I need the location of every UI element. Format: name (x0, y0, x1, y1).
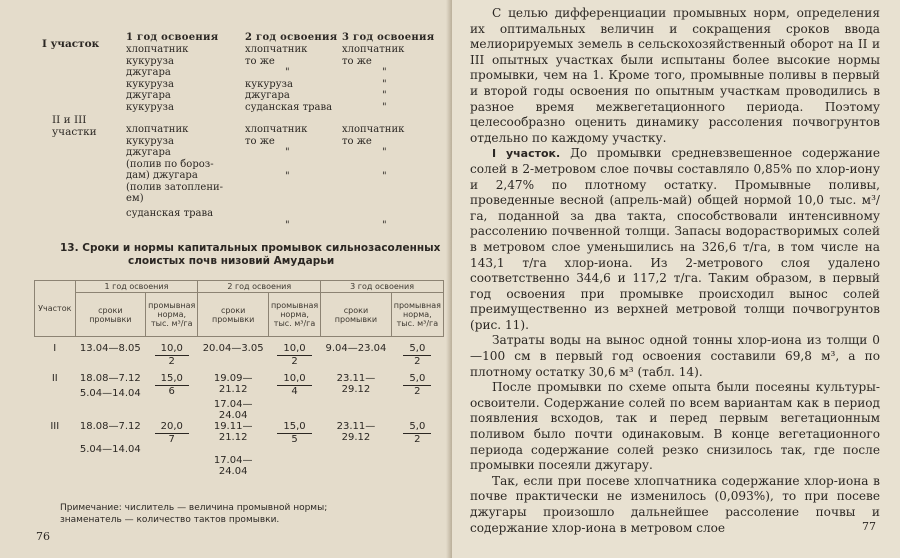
cell-dates: 19.11—21.12 17.04—24.04 (213, 420, 253, 477)
paragraph: Так, если при посеве хлопчатника содержание хлор-иона в почве практически не изменилось (0,093%), то при посеве джугары произошло дальнейшее рассоление почвы и содержание хлор-иона в метровом слое (470, 473, 880, 535)
cell-norm: $\frac{5,0}{2}$ (403, 421, 431, 446)
crop-item: то же (342, 55, 372, 67)
page-number-left: 76 (36, 530, 50, 543)
col-header-year3: 3 год освоения (342, 32, 435, 43)
th-norm: промывная норма, тыс. м³/га (146, 293, 198, 337)
crop-item: кукуруза (126, 55, 174, 67)
crop-item: " (285, 170, 290, 182)
cell-dates: 9.04—23.04 (325, 343, 387, 354)
crop-item: джугара (126, 90, 171, 101)
cell-norm: $\frac{5,0}{2}$ (403, 373, 431, 398)
section2-year2-list (245, 124, 307, 232)
crop-item: " (285, 67, 290, 78)
crop-item: (полив затоплени- (126, 181, 224, 193)
th-dates: сроки промывки (321, 293, 392, 337)
right-page (452, 0, 900, 558)
cell-norm: $\frac{20,0}{7}$ (155, 421, 189, 446)
cell-plot: III (50, 420, 60, 432)
paragraph: Затраты воды на вынос одной тонны хлор-иона из толщи 0—100 см в первый год освоения составили 69,8 м³, а по плотному остатку 30,6 м³ (табл. 14). (470, 333, 880, 379)
crop-item: дам) джугара (126, 170, 198, 181)
crop-item: " (382, 147, 387, 158)
crop-item: кукуруза (126, 135, 174, 147)
plot-heading: I участок. (492, 147, 561, 161)
crop-item: кукуруза (126, 78, 174, 90)
paragraph: С целью дифференциации промывных норм, определения их оптимальных величин и сокращения сроков ввода мелиорируемых земель в сельскохозяйственный оборот на II и III опытных участках были испытаны более высокие нормы промывки, чем на 1. Кроме того, промывные поливы в первый и второй годы освоения по опытным участкам проводились в разное время межвегетационного периода. Поэтому целесообразно оценить динамику рассоления почвогрунтов отдельно по каждому участку. (470, 6, 880, 145)
section2-label: II и III участки (52, 114, 97, 138)
paragraph: После промывки по схеме опыта были посеяны культуры-освоители. Содержание солей по всем вариантам как в период появления всходов, так и перед первым вегетационным поливом было почти одинаковым. В конце вегетационного периода содержание солей резко снизилось так, где после промывки посеяли джугару. (470, 380, 880, 473)
crop-item: хлопчатник (126, 44, 189, 55)
crop-item: джугара (245, 90, 290, 101)
col-header-year2: 2 год освоения (245, 32, 338, 43)
th-year1: 1 год освоения (75, 281, 198, 293)
cell-dates: 23.11—29.12 (336, 372, 376, 395)
crop-item: то же (245, 55, 275, 67)
section1-year3-list (342, 44, 404, 113)
th-year3: 3 год освоения (321, 281, 444, 293)
crop-item: хлопчатник (245, 124, 308, 135)
crop-item: " (382, 90, 387, 101)
cell-dates: 13.04—8.05 (79, 343, 141, 354)
section2-year1-list (126, 124, 223, 219)
crop-item: " (285, 220, 290, 231)
crop-item: то же (342, 135, 372, 147)
section1-year1-list (126, 44, 188, 113)
cell-dates: 18.08—7.12 5.04—14.04 (79, 372, 141, 399)
cell-norm: $\frac{15,0}{5}$ (277, 421, 311, 446)
cell-norm: $\frac{15,0}{6}$ (155, 373, 189, 398)
col-header-year1: 1 год освоения (126, 32, 219, 43)
th-dates: сроки промывки (198, 293, 269, 337)
th-norm: промывная норма, тыс. м³/га (391, 293, 443, 337)
crop-item: " (382, 220, 387, 231)
body-text (470, 6, 880, 536)
crop-item: " (382, 170, 387, 182)
cell-dates: 19.09—21.12 17.04—24.04 (213, 372, 253, 421)
crop-item: суданская трава (126, 207, 214, 219)
section1-label: I участок (42, 38, 100, 50)
crop-item: хлопчатник (245, 44, 308, 55)
page-number-right: 77 (862, 520, 876, 533)
cell-plot: II (51, 372, 58, 384)
th-year2: 2 год освоения (198, 281, 321, 293)
crop-item: хлопчатник (126, 124, 189, 135)
table-row (35, 373, 444, 421)
crop-item: " (382, 67, 387, 78)
section1-year2-list (245, 44, 332, 113)
washing-norms-table (34, 280, 444, 477)
th-norm: промывная норма, тыс. м³/га (268, 293, 320, 337)
crop-item: то же (245, 135, 275, 147)
crop-item: кукуруза (245, 78, 293, 90)
crop-item: ем) (126, 193, 144, 204)
cell-norm: $\frac{10,0}{4}$ (277, 373, 311, 398)
cell-dates: 18.08—7.12 5.04—14.04 (79, 420, 141, 455)
paragraph: I участок. До промывки средневзвешенное содержание солей в 2-метровом слое почвы составляло 0,85% по хлор-иону и 2,47% по плотному остатку. Промывные поливы, проведенные весной (апрель-май) общей нормой 10,0 тыс. м³/га, поданной за два такта, способствовали интенсивному рассолению почвенной толщи. Запасы водорастворимых солей в метровом слое уменьшились на 326,6 т/га, в том числе на 143,1 т/га хлор-иона. Из 2-метрового слоя удалено соответственно 344,6 и 117,2 т/га. Таким образом, в первый год освоения при промывке происходил вынос солей преимущественно из верхней метровой толщи почвогрунтов (рис. 11). (470, 146, 880, 332)
table-row (35, 337, 444, 373)
crop-item: кукуруза (126, 101, 174, 113)
cell-dates: 23.11—29.12 (336, 420, 376, 443)
crop-item: (полив по бороз- (126, 158, 214, 170)
th-dates: сроки промывки (75, 293, 146, 337)
crop-item: хлопчатник (342, 44, 405, 55)
table-note: Примечание: числитель — величина промывной нормы; знаменатель — количество тактов промывки. (60, 503, 328, 525)
crop-item: хлопчатник (342, 124, 405, 135)
table-title: 13. Сроки и нормы капитальных промывок сильнозасоленных слоистых почв низовий Амударьи (60, 242, 441, 267)
cell-norm: $\frac{5,0}{2}$ (403, 343, 431, 368)
crop-item: джугара (126, 67, 171, 78)
crop-item: джугара (126, 147, 171, 158)
crop-item: " (382, 78, 387, 90)
cell-norm: $\frac{10,0}{2}$ (155, 343, 189, 368)
cell-plot: I (53, 343, 57, 354)
crop-item: " (382, 101, 387, 113)
crop-item: суданская трава (245, 101, 333, 113)
crop-item: " (285, 147, 290, 158)
cell-norm: $\frac{10,0}{2}$ (277, 343, 311, 368)
table-row (35, 421, 444, 477)
th-plot: Участок (35, 281, 76, 337)
cell-dates: 20.04—3.05 (202, 343, 264, 354)
section2-year3-list (342, 124, 404, 232)
